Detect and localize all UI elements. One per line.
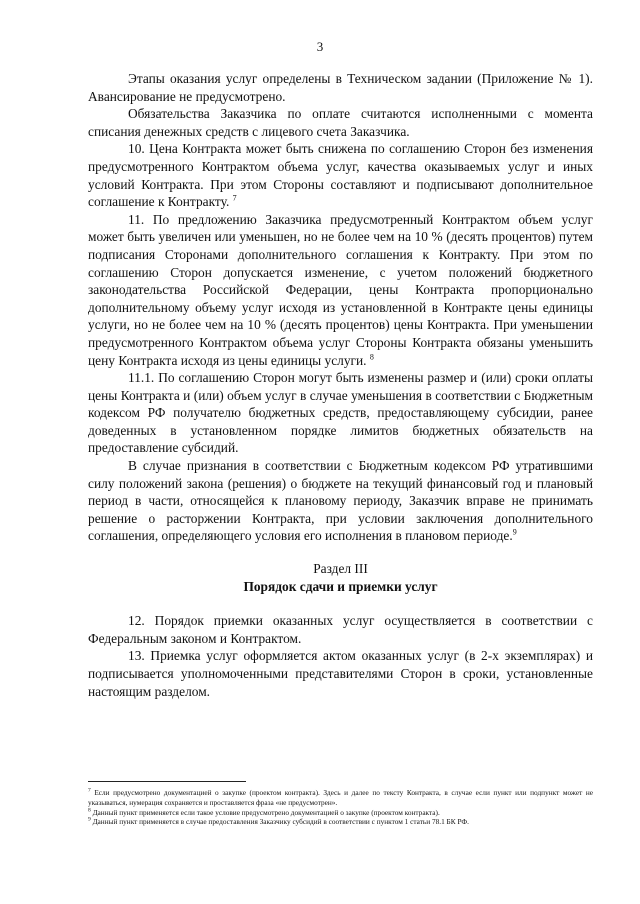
paragraph-budget-law: В случае признания в соответствии с Бюджетным кодексом РФ утратившими силу положений закона (решения) о бюджете на текущий финансовый год и плановый период в части, относящейся к плановому периоду, Заказчик вправе не принимать решение о расторжении Контракта, при условии заключения дополнительного соглашения, определяющего условия его исполнения в плановом периоде.$^9$	[88, 458, 593, 544]
footnotes	[88, 788, 593, 827]
paragraph-13-acceptance-act: 13. Приемка услуг оформляется актом оказанных услуг (в 2-х экземплярах) и подписывается уполномоченными представителями Сторон в сроки, установленные настоящим разделом.	[88, 648, 593, 699]
section-title: Порядок сдачи и приемки услуг	[243, 578, 438, 594]
footnote-9: $^9$ Данный пункт применяется в случае предоставления Заказчику субсидий в соответствии с пунктом 1 статьи 78.1 БК РФ.	[88, 816, 469, 827]
footnote-8: $^8$ Данный пункт применяется если такое условие предусмотрено документацией о закупке (проектом контракта).	[88, 807, 440, 817]
section-number: Раздел III	[313, 561, 368, 577]
paragraph-11-volume-change: 11. По предложению Заказчика предусмотренный Контрактом объем услуг может быть увеличен или уменьшен, но не более чем на 10 % (десять процентов) путем подписания Сторонами дополнительного соглашения к Контракту. При этом по соглашению Сторон допускается изменение, с учетом положений бюджетного законодательства Российской Федерации, цены Контракта пропорционально дополнительному объему услуг исходя из установленной в Контракте цены единицы услуги, но не более чем на 10 % (десять процентов) цены Контракта. При уменьшении предусмотренного Контрактом объема услуг Стороны Контракта обязаны уменьшить цену Контракта исходя из цены единицы услуги. $^8$	[88, 211, 593, 368]
footnote-separator	[88, 781, 246, 782]
paragraph-12-acceptance-procedure: 12. Порядок приемки оказанных услуг осуществляется в соответствии с Федеральным законом и Контрактом.	[88, 613, 593, 646]
paragraph-stages: Этапы оказания услуг определены в Техническом задании (Приложение № 1). Авансирование не предусмотрено.	[88, 71, 593, 104]
footnote-7: $^7$ Если предусмотрено документацией о закупке (проектом контракта). Здесь и далее по тексту Контракта, в случае если пункт или подпункт может не указываться, нумерация сохраняется и проставляется фраза «не предусмотрен».	[88, 787, 594, 807]
footnote-ref-7: 7	[232, 193, 237, 203]
footnote-ref-8: 8	[369, 352, 374, 362]
paragraph-10-price-reduction: 10. Цена Контракта может быть снижена по соглашению Сторон без изменения предусмотренного Контрактом объема услуг, качества оказываемых услуг и иных условий Контракта. При этом Стороны составляют и подписывают дополнительное соглашение к Контракту. $^7$	[88, 141, 593, 210]
paragraph-11-1-payment-terms: 11.1. По соглашению Сторон могут быть изменены размер и (или) сроки оплаты цены Контракта и (или) объем услуг в случае уменьшения в соответствии с Бюджетным кодексом РФ получателю бюджетных средств, предоставляющему субсидии, ранее доведенных в установленном порядке лимитов бюджетных обязательств на предоставление субсидий.	[88, 370, 593, 456]
paragraph-payment-obligations: Обязательства Заказчика по оплате считаются исполненными с момента списания денежных средств с лицевого счета Заказчика.	[88, 106, 593, 139]
footnote-ref-9: 9	[512, 527, 517, 537]
page-number: 3	[316, 39, 324, 54]
document-body	[88, 70, 593, 700]
